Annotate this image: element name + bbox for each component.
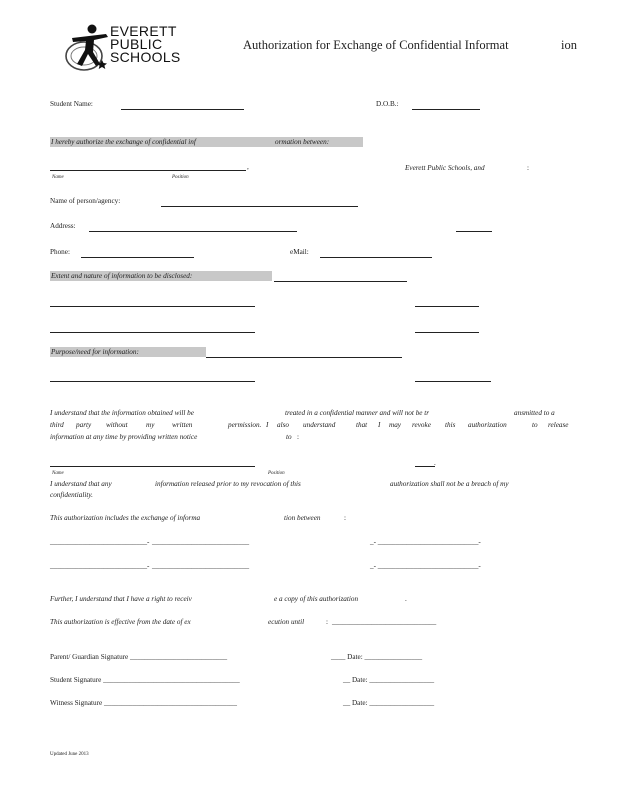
district-logo bbox=[62, 22, 192, 78]
extent-field-4[interactable] bbox=[50, 332, 255, 333]
understand-word: written bbox=[172, 421, 193, 429]
understand-word: my bbox=[146, 421, 155, 429]
understand-line1-b: treated in a confidential manner and will not be tr bbox=[285, 409, 430, 417]
understand-line3-a: information at any time by providing written notice bbox=[50, 433, 198, 441]
exchange-row-2-right[interactable]: _- ____________________________- bbox=[370, 562, 481, 570]
email-label: eMail: bbox=[290, 248, 309, 256]
understand-word: revoke bbox=[412, 421, 431, 429]
understand-word: I bbox=[266, 421, 269, 429]
updated-footer: Updated June 2013 bbox=[50, 752, 89, 757]
eps-text: Everett Public Schools, and bbox=[405, 164, 485, 172]
released-b: information released prior to my revocation of this bbox=[155, 480, 301, 488]
understand-word: understand bbox=[303, 421, 336, 429]
authorize-name-field[interactable] bbox=[50, 170, 246, 171]
further-c: . bbox=[405, 595, 407, 603]
understand-word: without bbox=[106, 421, 128, 429]
revoke-position-caption: Position bbox=[268, 471, 285, 476]
exchange-row-2-mid[interactable]: ___________________________ bbox=[152, 562, 250, 570]
extent-field-5[interactable] bbox=[415, 332, 479, 333]
understand-word: this bbox=[445, 421, 456, 429]
student-date-line[interactable]: __ Date: __________________ bbox=[343, 676, 435, 684]
extent-field-3[interactable] bbox=[415, 306, 479, 307]
revoke-position-field[interactable] bbox=[415, 466, 435, 467]
further-b: e a copy of this authorization bbox=[274, 595, 359, 603]
understand-word: release bbox=[548, 421, 569, 429]
logo-line-2: PUBLIC bbox=[110, 36, 163, 52]
logo-swoosh-icon bbox=[62, 22, 114, 78]
effective-a: This authorization is effective from the date of ex bbox=[50, 618, 191, 626]
understand-line3-b: to bbox=[286, 433, 292, 441]
extent-field-2[interactable] bbox=[50, 306, 255, 307]
witness-signature-line[interactable]: Witness Signature _____________________________________ bbox=[50, 699, 237, 707]
revoke-period: . bbox=[434, 459, 436, 467]
revoke-name-field[interactable] bbox=[50, 466, 255, 467]
understand-word: also bbox=[277, 421, 289, 429]
understand-line1-a: I understand that the information obtained will be bbox=[50, 409, 194, 417]
page-title: Authorization for Exchange of Confidential Informat bbox=[243, 38, 509, 52]
email-field[interactable] bbox=[320, 257, 432, 258]
released-c: authorization shall not be a breach of my bbox=[390, 480, 509, 488]
position-caption: Position bbox=[172, 175, 189, 180]
authorize-comma: , bbox=[247, 163, 249, 171]
phone-field[interactable] bbox=[81, 257, 194, 258]
witness-date-line[interactable]: __ Date: __________________ bbox=[343, 699, 435, 707]
released-d: confidentiality. bbox=[50, 491, 93, 499]
effective-date-field[interactable]: _____________________________ bbox=[332, 618, 437, 626]
effective-c: : bbox=[326, 618, 328, 626]
student-name-label: Student Name: bbox=[50, 100, 93, 108]
authorize-text-1: I hereby authorize the exchange of confidential inf bbox=[51, 138, 196, 146]
address-field[interactable] bbox=[89, 231, 297, 232]
dob-label: D.O.B.: bbox=[376, 100, 399, 108]
purpose-field-1[interactable] bbox=[206, 357, 402, 358]
understand-word: permission. bbox=[228, 421, 262, 429]
name-caption: Name bbox=[52, 175, 64, 180]
understand-line3-c: : bbox=[297, 433, 299, 441]
understand-word: party bbox=[76, 421, 92, 429]
understand-word: may bbox=[389, 421, 401, 429]
further-a: Further, I understand that I have a right to receiv bbox=[50, 595, 192, 603]
understand-word: I bbox=[378, 421, 381, 429]
understand-word: that bbox=[356, 421, 368, 429]
includes-c: : bbox=[344, 514, 346, 522]
authorize-text-2: ormation between: bbox=[275, 138, 330, 146]
effective-b: ecution until bbox=[268, 618, 305, 626]
purpose-label: Purpose/need for information: bbox=[51, 348, 139, 356]
address-field-2[interactable] bbox=[456, 231, 492, 232]
person-agency-field[interactable] bbox=[161, 206, 358, 207]
extent-label: Extent and nature of information to be disclosed: bbox=[51, 272, 193, 280]
purpose-field-2[interactable] bbox=[50, 381, 255, 382]
exchange-row-1-left[interactable]: ___________________________- bbox=[50, 538, 150, 546]
understand-word: third bbox=[50, 421, 64, 429]
exchange-row-1-right[interactable]: _- ____________________________- bbox=[370, 538, 481, 546]
understand-word: to bbox=[532, 421, 538, 429]
exchange-row-1-mid[interactable]: ___________________________ bbox=[152, 538, 250, 546]
understand-word: authorization bbox=[468, 421, 507, 429]
dob-field[interactable] bbox=[412, 109, 480, 110]
purpose-field-3[interactable] bbox=[415, 381, 491, 382]
eps-colon: : bbox=[527, 164, 529, 172]
logo-line-1: EVERETT bbox=[110, 23, 177, 39]
phone-label: Phone: bbox=[50, 248, 70, 256]
logo-line-3: SCHOOLS bbox=[110, 49, 181, 65]
parent-date-line[interactable]: ____ Date: ________________ bbox=[331, 653, 423, 661]
revoke-name-caption: Name bbox=[52, 471, 64, 476]
released-a: I understand that any bbox=[50, 480, 112, 488]
extent-field-1[interactable] bbox=[274, 281, 407, 282]
person-agency-label: Name of person/agency: bbox=[50, 197, 121, 205]
student-name-field[interactable] bbox=[121, 109, 244, 110]
page-title-tail: ion bbox=[561, 38, 577, 52]
includes-b: tion between bbox=[284, 514, 321, 522]
understand-line1-c: ansmitted to a bbox=[514, 409, 555, 417]
exchange-row-2-left[interactable]: ___________________________- bbox=[50, 562, 150, 570]
parent-signature-line[interactable]: Parent/ Guardian Signature ___________________________ bbox=[50, 653, 228, 661]
address-label: Address: bbox=[50, 222, 76, 230]
includes-a: This authorization includes the exchange of informa bbox=[50, 514, 201, 522]
student-signature-line[interactable]: Student Signature ______________________________________ bbox=[50, 676, 240, 684]
